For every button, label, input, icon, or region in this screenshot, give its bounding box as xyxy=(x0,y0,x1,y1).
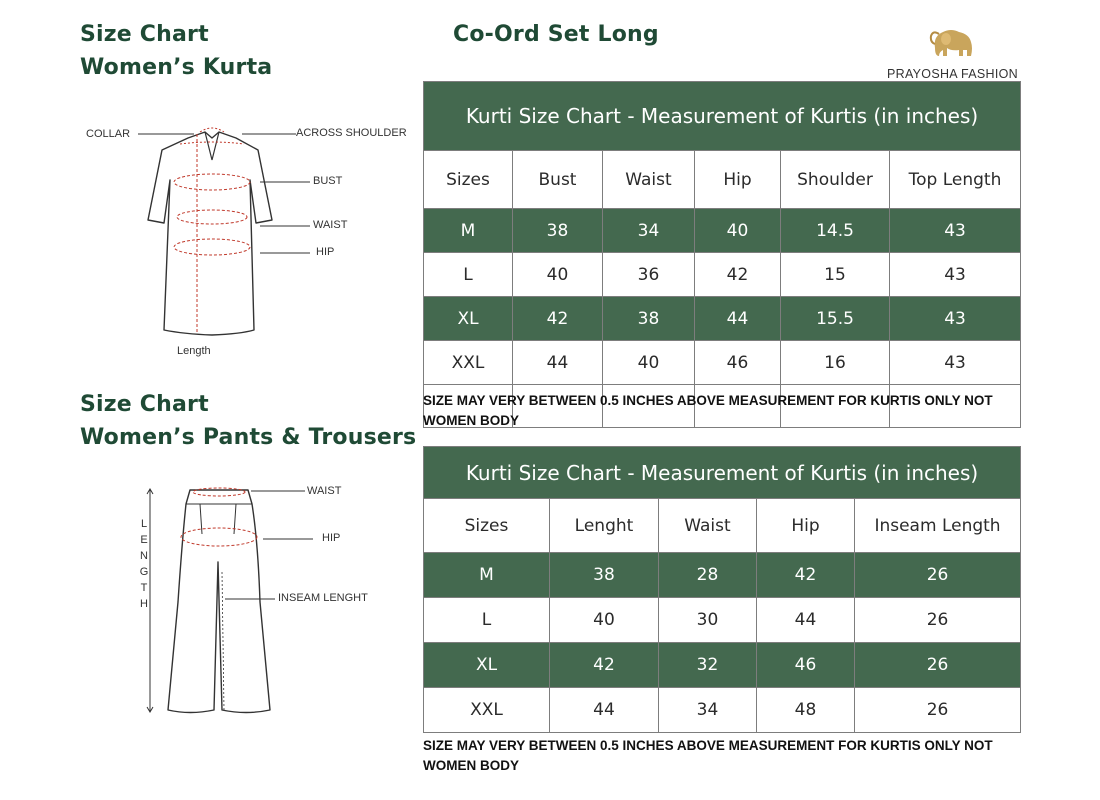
pants-heading-line1: Size Chart xyxy=(80,392,209,417)
column-header: Shoulder xyxy=(781,151,890,209)
table-cell: 43 xyxy=(890,341,1021,385)
table-cell: 28 xyxy=(659,553,757,598)
column-header: Waist xyxy=(659,499,757,553)
column-header: Hip xyxy=(695,151,781,209)
column-header: Hip xyxy=(757,499,855,553)
table-cell: 38 xyxy=(603,297,695,341)
table-cell: 16 xyxy=(781,341,890,385)
table-cell: 26 xyxy=(855,553,1021,598)
pants-size-table xyxy=(423,446,1021,733)
table-cell: 34 xyxy=(659,688,757,733)
pants-table-header-row xyxy=(424,499,1021,553)
brand-name: PRAYOSHA FASHION xyxy=(887,67,1018,81)
pants-table-title-row xyxy=(424,447,1021,499)
elephant-logo-icon xyxy=(929,26,977,60)
column-header: Bust xyxy=(513,151,603,209)
kurta-callout-lines xyxy=(138,126,298,256)
table-row xyxy=(424,643,1021,688)
table-cell: 40 xyxy=(513,253,603,297)
bust-label: BUST xyxy=(313,175,343,187)
table-row xyxy=(424,209,1021,253)
table-cell: 26 xyxy=(855,598,1021,643)
table-cell: 42 xyxy=(695,253,781,297)
table-cell: 26 xyxy=(855,688,1021,733)
table-cell: L xyxy=(424,253,513,297)
pants-table-note: SIZE MAY VERY BETWEEN 0.5 INCHES ABOVE MEASUREMENT FOR KURTIS ONLY NOT WOMEN BODY xyxy=(423,738,993,773)
table-cell: 36 xyxy=(603,253,695,297)
column-header: Sizes xyxy=(424,151,513,209)
table-cell: 48 xyxy=(757,688,855,733)
table-cell: XXL xyxy=(424,688,550,733)
kurti-size-table xyxy=(423,81,1021,428)
table-cell: M xyxy=(424,553,550,598)
table-row xyxy=(424,688,1021,733)
across-shoulder-label: ACROSS SHOULDER xyxy=(296,127,407,139)
table-cell: 42 xyxy=(513,297,603,341)
kurta-heading-line1: Size Chart xyxy=(80,22,209,47)
table-cell: 44 xyxy=(695,297,781,341)
table-cell: 42 xyxy=(757,553,855,598)
table-row xyxy=(424,598,1021,643)
table-row xyxy=(424,253,1021,297)
kurta-heading-line2: Women’s Kurta xyxy=(80,55,273,80)
column-header: Sizes xyxy=(424,499,550,553)
table-cell: 44 xyxy=(550,688,659,733)
table-cell: 40 xyxy=(603,341,695,385)
table-cell: L xyxy=(424,598,550,643)
table-row xyxy=(424,341,1021,385)
table-cell: XL xyxy=(424,297,513,341)
kurti-table-header-row xyxy=(424,151,1021,209)
table-cell: 40 xyxy=(695,209,781,253)
table-cell: 38 xyxy=(550,553,659,598)
inseam-label: INSEAM LENGHT xyxy=(278,592,368,604)
pants-heading xyxy=(80,388,416,454)
table-cell: M xyxy=(424,209,513,253)
table-cell: 43 xyxy=(890,209,1021,253)
length-label: Length xyxy=(177,345,211,357)
column-header: Lenght xyxy=(550,499,659,553)
pants-table-title: Kurti Size Chart - Measurement of Kurtis (in inches) xyxy=(424,447,1021,499)
kurti-table-note: SIZE MAY VERY BETWEEN 0.5 INCHES ABOVE MEASUREMENT FOR KURTIS ONLY NOT WOMEN BODY xyxy=(423,393,993,428)
pants-waist-label: WAIST xyxy=(307,485,342,497)
table-cell: 34 xyxy=(603,209,695,253)
table-row xyxy=(424,297,1021,341)
table-cell: 14.5 xyxy=(781,209,890,253)
table-cell: 43 xyxy=(890,253,1021,297)
column-header: Inseam Length xyxy=(855,499,1021,553)
collar-label: COLLAR xyxy=(86,128,131,140)
table-cell: 44 xyxy=(757,598,855,643)
table-cell: 15.5 xyxy=(781,297,890,341)
column-header: Top Length xyxy=(890,151,1021,209)
kurta-heading xyxy=(80,18,272,84)
table-cell: 32 xyxy=(659,643,757,688)
table-cell: XL xyxy=(424,643,550,688)
brand-logo xyxy=(880,26,1025,81)
table-cell: 38 xyxy=(513,209,603,253)
waist-label: WAIST xyxy=(313,219,348,231)
pants-hip-label: HIP xyxy=(322,532,341,544)
table-cell: 26 xyxy=(855,643,1021,688)
table-row xyxy=(424,553,1021,598)
pants-heading-line2: Women’s Pants & Trousers xyxy=(80,425,417,450)
length-vertical-label: L E N G T H xyxy=(139,518,149,610)
table-cell: 42 xyxy=(550,643,659,688)
table-cell: 46 xyxy=(695,341,781,385)
table-cell: 15 xyxy=(781,253,890,297)
table-cell: 46 xyxy=(757,643,855,688)
kurti-table-title: Kurti Size Chart - Measurement of Kurtis (in inches) xyxy=(424,82,1021,151)
hip-label: HIP xyxy=(316,246,335,258)
table-cell: 43 xyxy=(890,297,1021,341)
table-cell: 44 xyxy=(513,341,603,385)
table-cell: XXL xyxy=(424,341,513,385)
table-cell: 40 xyxy=(550,598,659,643)
column-header: Waist xyxy=(603,151,695,209)
kurti-table-title-row xyxy=(424,82,1021,151)
table-cell: 30 xyxy=(659,598,757,643)
co-ord-heading: Co-Ord Set Long xyxy=(453,22,659,47)
